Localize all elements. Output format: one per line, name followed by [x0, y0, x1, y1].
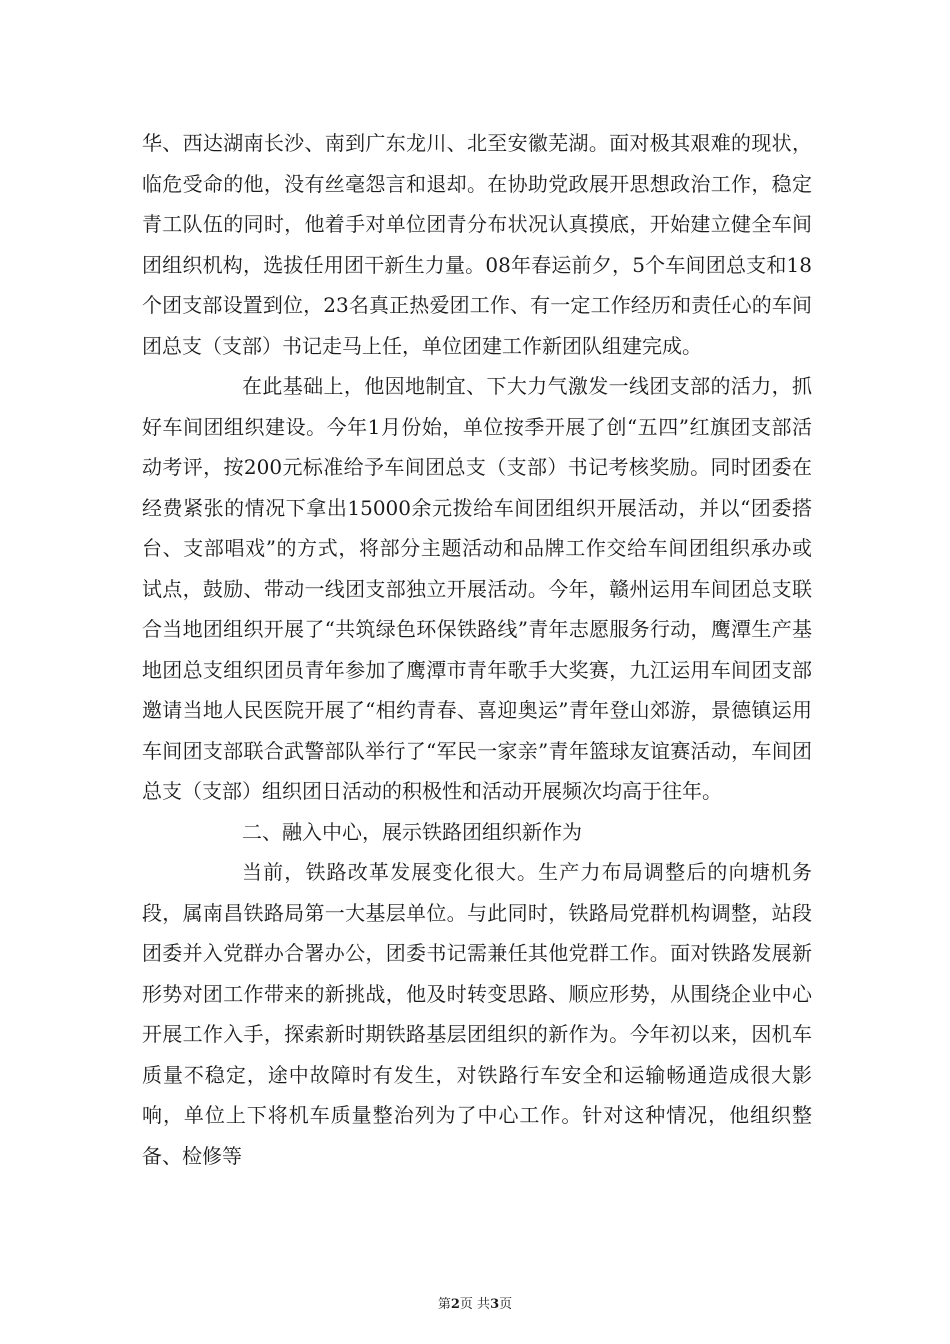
footer-prefix: 第	[437, 1297, 451, 1312]
footer-suffix: 页	[499, 1297, 513, 1312]
page-footer	[0, 1293, 950, 1312]
footer-current-page: 2	[450, 1297, 460, 1312]
paragraph-branch-building: 在此基础上，他因地制宜、下大力气激发一线团支部的活力，抓好车间团组织建设。今年1月份始，单位按季开展了创“五四”红旗团支部活动考评，按200元标准给予车间团总支（支部）书记考核奖励。同时团委在经费紧张的情况下拿出15000余元拨给车间团组织开展活动，并以“团委搭台、支部唱戏”的方式，将部分主题活动和品牌工作交给车间团组织承办或试点，鼓励、带动一线团支部独立开展活动。今年，赣州运用车间团总支联合当地团组织开展了“共筑绿色环保铁路线”青年志愿服务行动，鹰潭生产基地团总支组织团员青年参加了鹰潭市青年歌手大奖赛，九江运用车间团支部邀请当地人民医院开展了“相约青春、喜迎奥运”青年登山郊游，景德镇运用车间团支部联合武警部队举行了“军民一家亲”青年篮球友谊赛活动，车间团总支（支部）组织团日活动的积极性和活动开展频次均高于往年。	[142, 374, 812, 803]
footer-total-pages: 3	[490, 1297, 500, 1312]
document-body	[142, 123, 812, 1176]
paragraph-continuation: 华、西达湖南长沙、南到广东龙川、北至安徽芜湖。面对极其艰难的现状，临危受命的他，没有丝毫怨言和退却。在协助党政展开思想政治工作，稳定青工队伍的同时，他着手对单位团青分布状况认真摸底，开始建立健全车间团组织机构，选拔任用团干新生力量。08年春运前夕，5个车间团总支和18个团支部设置到位，23名真正热爱团工作、有一定工作经历和责任心的车间团总支（支部）书记走马上任，单位团建工作新团队组建完成。	[142, 131, 812, 358]
paragraph-railway-reform: 当前，铁路改革发展变化很大。生产力布局调整后的向塘机务段，属南昌铁路局第一大基层单位。与此同时，铁路局党群机构调整，站段团委并入党群办合署办公，团委书记需兼任其他党群工作。面对铁路发展新形势对团工作带来的新挑战，他及时转变思路、顺应形势，从围绕企业中心开展工作入手，探索新时期铁路基层团组织的新作为。今年初以来，因机车质量不稳定，途中故障时有发生，对铁路行车安全和运输畅通造成很大影响，单位上下将机车质量整治列为了中心工作。针对这种情况，他组织整备、检修等	[142, 860, 812, 1168]
section-heading: 二、融入中心，展示铁路团组织新作为	[242, 819, 582, 844]
footer-middle: 页 共	[459, 1297, 491, 1312]
